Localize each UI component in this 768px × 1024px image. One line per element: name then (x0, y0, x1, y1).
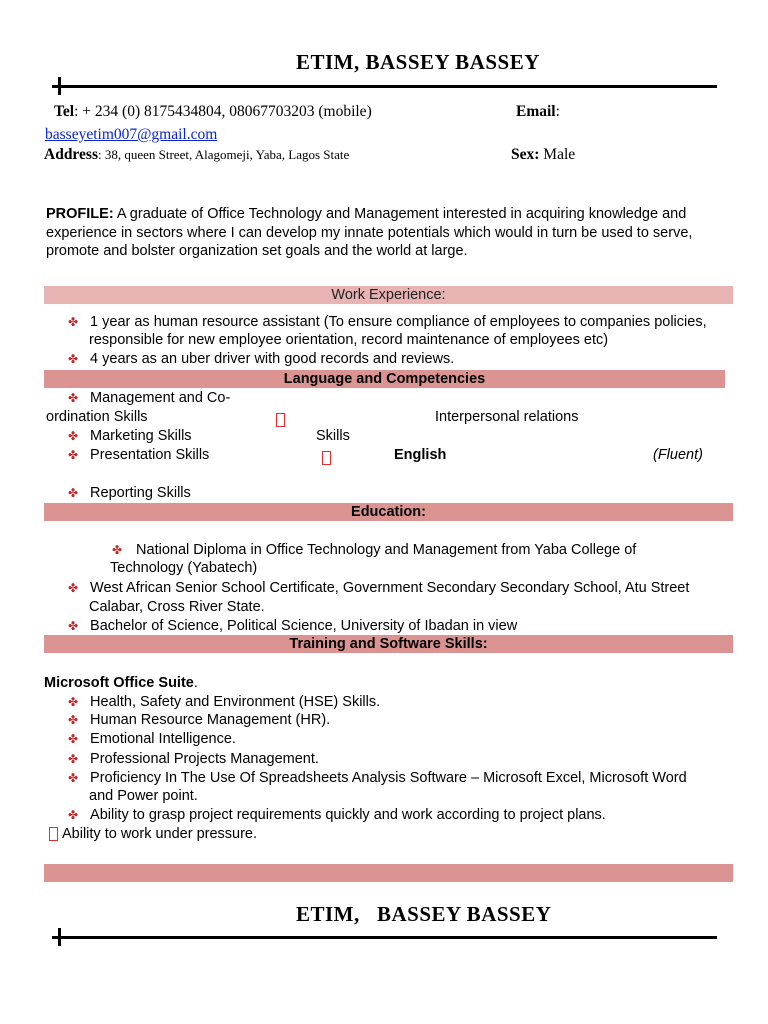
missing-glyph-icon (322, 451, 331, 465)
training-item (68, 769, 687, 788)
bullet-icon: ✤ (68, 429, 79, 443)
tel-line (54, 103, 372, 121)
bullet-icon: ✤ (68, 391, 79, 405)
skill-item (68, 446, 209, 465)
skill-text: Presentation Skills (90, 447, 210, 463)
training-text: Human Resource Management (HR). (90, 712, 331, 728)
education-item (68, 579, 689, 598)
skill-item (68, 484, 191, 503)
education-item (68, 617, 517, 636)
tel-label: Tel (54, 103, 75, 120)
missing-glyph-icon (276, 413, 285, 427)
work-item-text: 4 years as an uber driver with good records and reviews. (90, 351, 455, 367)
training-item (68, 693, 380, 712)
skill-text: Reporting Skills (90, 485, 191, 501)
language-item: Interpersonal relations (435, 409, 579, 425)
sex-line (511, 146, 575, 164)
tel-value: : + 234 (0) 8175434804, 08067703203 (mobile) (74, 103, 372, 120)
profile-text-line: experience in sectors where I can develop my innate potentials which would in turn be used to serve, (46, 224, 693, 241)
work-item-text: 1 year as human resource assistant (To ensure compliance of employees to companies policies, (90, 314, 707, 330)
email-colon: : (555, 103, 560, 120)
bullet-icon: ✤ (112, 543, 123, 557)
education-item (110, 541, 636, 560)
training-item (68, 730, 236, 749)
bullet-icon: ✤ (68, 732, 79, 746)
training-text: and Power point. (89, 788, 198, 804)
training-item (68, 711, 330, 730)
suite-heading (44, 674, 198, 693)
training-item (68, 750, 319, 769)
email-label: Email (516, 103, 556, 120)
footer-bar (44, 864, 733, 882)
sex-label: Sex: (511, 146, 540, 163)
language-name: English (394, 447, 447, 463)
bullet-icon: ✤ (68, 315, 79, 329)
section-header-education: Education: (44, 503, 733, 521)
suite-dot: . (193, 675, 198, 691)
footer-title: ETIM, BASSEY BASSEY (296, 902, 552, 926)
training-text: Ability to work under pressure. (62, 826, 258, 842)
section-header-language: Language and Competencies (44, 370, 725, 388)
address-label: Address (44, 146, 98, 163)
bullet-icon: ✤ (68, 352, 79, 366)
education-text: Technology (Yabatech) (110, 560, 258, 576)
education-text: Calabar, Cross River State. (89, 599, 265, 615)
skill-text: Management and Co- (90, 390, 231, 406)
bullet-icon: ✤ (68, 448, 79, 462)
section-header-training: Training and Software Skills: (44, 635, 733, 653)
skill-item (68, 389, 230, 408)
profile-text-line: A graduate of Office Technology and Management interested in acquiring knowledge and (113, 206, 687, 222)
email-label-line (516, 103, 560, 121)
header-rule (52, 85, 717, 88)
bullet-icon: ✤ (68, 486, 79, 500)
sex-value: Male (539, 146, 576, 163)
skill-item (68, 427, 192, 446)
bullet-icon: ✤ (68, 752, 79, 766)
profile-text-line: promote and bolster organization set goals and the world at large. (46, 243, 468, 259)
training-item-last (49, 825, 257, 844)
skill-text: Marketing Skills (90, 428, 192, 444)
skill-text: ordination Skills (46, 409, 148, 425)
section-header-work: Work Experience: (44, 286, 733, 304)
missing-glyph-icon (49, 827, 58, 841)
bullet-icon: ✤ (68, 695, 79, 709)
address-value: : 38, queen Street, Alagomeji, Yaba, Lagos State (97, 147, 350, 162)
training-text: Health, Safety and Environment (HSE) Skills. (90, 694, 381, 710)
address-line (44, 146, 349, 164)
email-link[interactable]: basseyetim007@gmail.com (45, 126, 218, 143)
bullet-icon: ✤ (68, 808, 79, 822)
education-text: Bachelor of Science, Political Science, University of Ibadan in view (90, 618, 518, 634)
work-item-text: responsible for new employee orientation, record maintenance of employees etc) (89, 332, 609, 348)
bullet-icon: ✤ (68, 713, 79, 727)
profile-label: PROFILE: (46, 206, 114, 222)
bullet-icon: ✤ (68, 771, 79, 785)
training-text: Emotional Intelligence. (90, 731, 236, 747)
training-text: Proficiency In The Use Of Spreadsheets Analysis Software – Microsoft Excel, Microsoft Word (90, 770, 687, 786)
suite-label: Microsoft Office Suite (44, 675, 194, 691)
rule-cross-mark (58, 928, 61, 946)
training-text: Professional Projects Management. (90, 751, 319, 767)
education-text: West African Senior School Certificate, Government Secondary Secondary School, Atu Street (90, 580, 690, 596)
rule-cross-mark (58, 77, 61, 95)
footer-rule (52, 936, 717, 939)
training-text: Ability to grasp project requirements quickly and work according to project plans. (90, 807, 606, 823)
work-item (68, 350, 454, 369)
bullet-icon: ✤ (68, 619, 79, 633)
training-item (68, 806, 606, 825)
profile-paragraph (46, 205, 692, 261)
language-item: Skills (316, 428, 350, 444)
language-level: (Fluent) (653, 447, 703, 463)
education-text: National Diploma in Office Technology and Management from Yaba College of (136, 542, 637, 558)
bullet-icon: ✤ (68, 581, 79, 595)
work-item (68, 313, 707, 332)
page-title: ETIM, BASSEY BASSEY (296, 50, 540, 74)
